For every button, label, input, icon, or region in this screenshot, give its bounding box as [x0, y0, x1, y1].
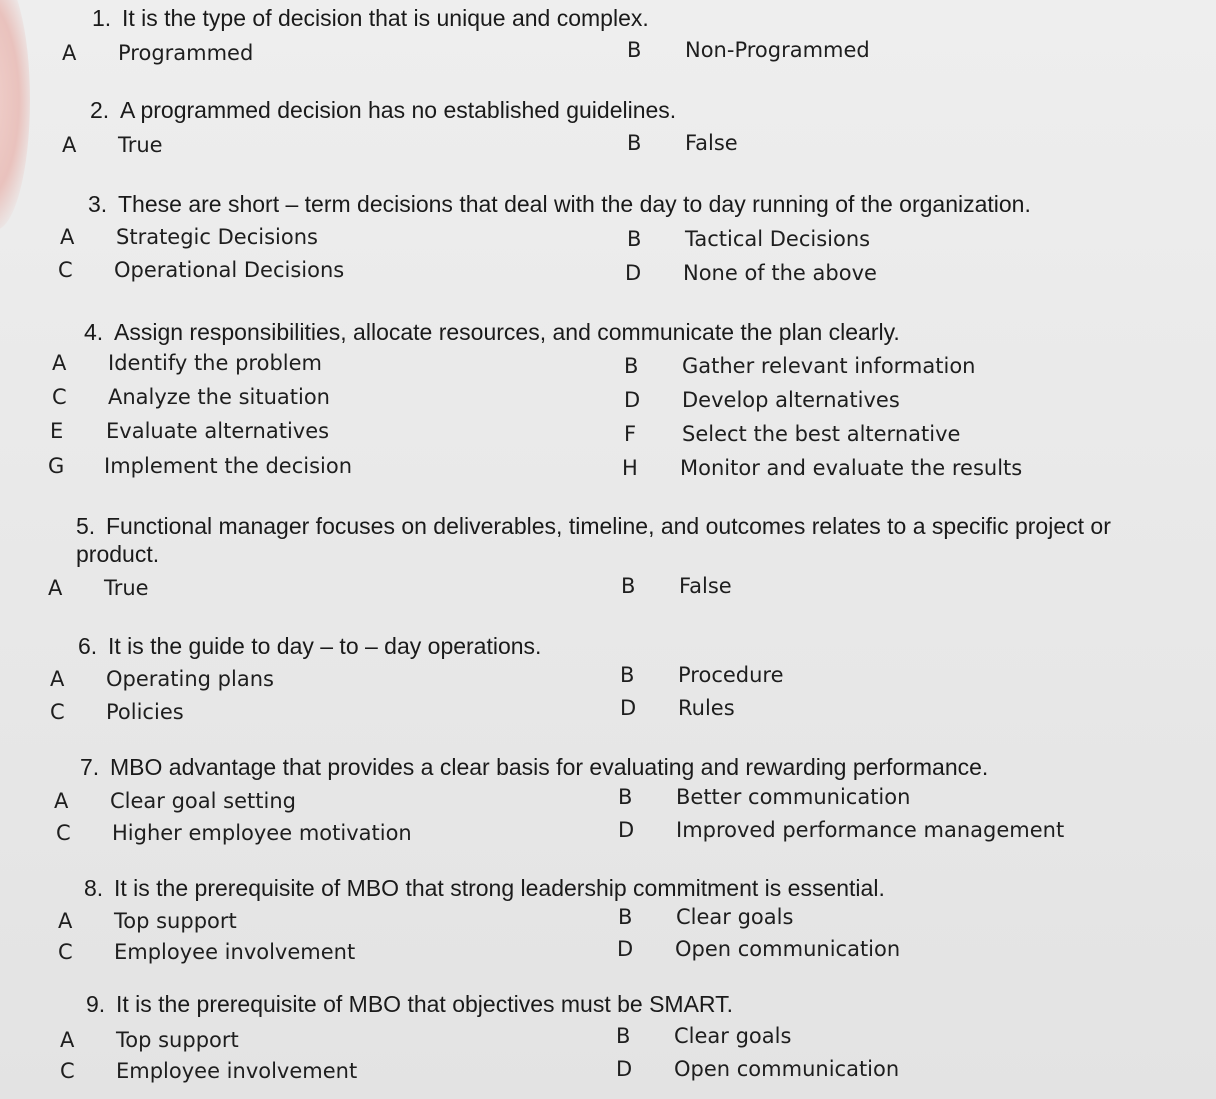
- question-8: 8. It is the prerequisite of MBO that strong leadership commitment is essential.: [84, 875, 885, 901]
- option-8d[interactable]: D Open communication: [617, 937, 901, 961]
- option-9d[interactable]: D Open communication: [616, 1057, 900, 1081]
- option-7b[interactable]: B Better communication: [618, 785, 911, 809]
- option-3a[interactable]: A Strategic Decisions: [60, 225, 318, 249]
- question-2: 2. A programmed decision has no established guidelines.: [90, 97, 677, 123]
- option-9c[interactable]: C Employee involvement: [60, 1059, 358, 1083]
- option-2a[interactable]: A True: [62, 133, 163, 157]
- option-9a[interactable]: A Top support: [60, 1028, 239, 1052]
- option-7c[interactable]: C Higher employee motivation: [56, 821, 412, 845]
- option-5a[interactable]: A True: [48, 576, 149, 600]
- option-8b[interactable]: B Clear goals: [618, 905, 794, 929]
- question-6: 6. It is the guide to day – to – day operations.: [78, 633, 542, 659]
- option-8a[interactable]: A Top support: [58, 909, 237, 933]
- option-6a[interactable]: A Operating plans: [50, 667, 274, 691]
- option-4d[interactable]: D Develop alternatives: [624, 388, 900, 412]
- option-9b[interactable]: B Clear goals: [616, 1024, 792, 1048]
- option-7d[interactable]: D Improved performance management: [618, 818, 1065, 842]
- thumb-shadow: [0, 0, 30, 230]
- option-6d[interactable]: D Rules: [620, 696, 735, 720]
- question-5: 5. Functional manager focuses on deliverables, timeline, and outcomes relates to a specific project or product.: [76, 513, 1111, 567]
- option-7a[interactable]: A Clear goal setting: [54, 789, 296, 813]
- question-4: 4. Assign responsibilities, allocate resources, and communicate the plan clearly.: [84, 319, 900, 345]
- option-6c[interactable]: C Policies: [50, 700, 184, 724]
- option-6b[interactable]: B Procedure: [620, 663, 784, 687]
- option-1b[interactable]: B Non-Programmed: [627, 38, 870, 62]
- option-4g[interactable]: G Implement the decision: [48, 454, 353, 478]
- question-7: 7. MBO advantage that provides a clear basis for evaluating and rewarding performance.: [80, 754, 989, 780]
- question-1: 1. It is the type of decision that is unique and complex.: [92, 5, 649, 31]
- option-4a[interactable]: A Identify the problem: [52, 351, 322, 375]
- option-3c[interactable]: C Operational Decisions: [58, 258, 345, 282]
- question-3: 3. These are short – term decisions that deal with the day to day running of the organization.: [88, 191, 1031, 217]
- question-9: 9. It is the prerequisite of MBO that objectives must be SMART.: [86, 991, 734, 1017]
- option-4h[interactable]: H Monitor and evaluate the results: [622, 456, 1023, 480]
- option-4e[interactable]: E Evaluate alternatives: [50, 419, 330, 443]
- option-4b[interactable]: B Gather relevant information: [624, 354, 976, 378]
- option-4c[interactable]: C Analyze the situation: [52, 385, 330, 409]
- option-3b[interactable]: B Tactical Decisions: [627, 227, 871, 251]
- option-2b[interactable]: B False: [627, 131, 738, 155]
- option-5b[interactable]: B False: [621, 574, 732, 598]
- option-4f[interactable]: F Select the best alternative: [624, 422, 961, 446]
- option-3d[interactable]: D None of the above: [625, 261, 877, 285]
- option-1a[interactable]: A Programmed: [62, 41, 254, 65]
- option-8c[interactable]: C Employee involvement: [58, 940, 356, 964]
